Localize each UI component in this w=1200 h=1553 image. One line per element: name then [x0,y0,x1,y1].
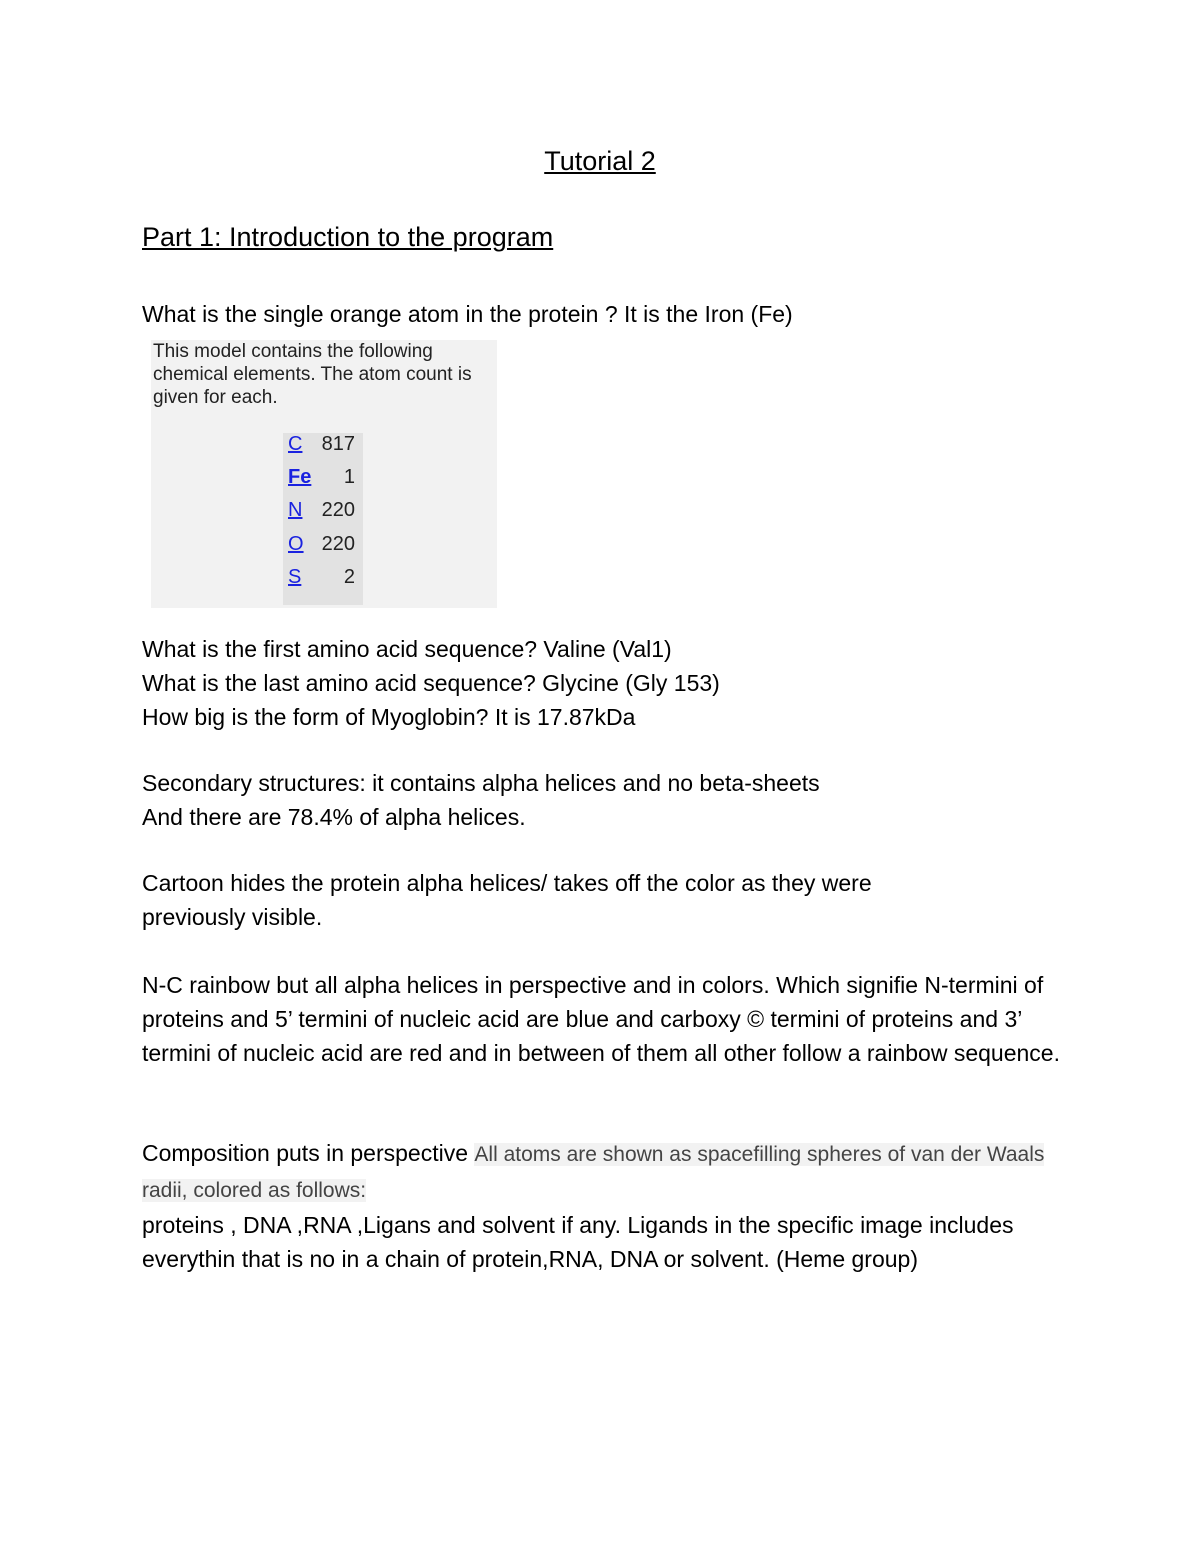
rainbow-paragraph: N-C rainbow but all alpha helices in perspective and in colors. Which signifie N-termini of proteins and 5’ termini of nucleic acid are blue and carboxy © termini of proteins and 3’ termini of nucleic acid are red and in between of them all other follow a rainbow sequence. [142,972,1060,1066]
element-link-c[interactable]: C [288,433,303,455]
composition-quote: All atoms are shown as spacefilling spheres of van der Waals radii, colored as follows: [142,1143,1045,1202]
question-first-amino: What is the first amino acid sequence? Valine (Val1) [142,636,672,662]
element-row-o [283,533,363,566]
element-count-c: 817 [321,433,355,455]
element-link-fe[interactable]: Fe [288,466,312,488]
element-row-fe [283,466,363,499]
element-row-c [283,433,363,466]
secondary-structures-line-1: Secondary structures: it contains alpha helices and no beta-sheets [142,770,820,796]
element-count-fe: 1 [343,466,355,488]
element-count-screenshot [151,340,497,608]
composition-rest: proteins , DNA ,RNA ,Ligans and solvent if any. Ligands in the specific image includes everythin that is no in a chain of protein,RNA, DNA or solvent. (Heme group) [142,1212,1014,1272]
document-title: Tutorial 2 [544,146,656,176]
element-count-s: 2 [343,566,355,588]
cartoon-paragraph: Cartoon hides the protein alpha helices/ takes off the color as they were previously visible. [142,870,872,930]
element-link-s[interactable]: S [288,566,302,588]
element-table [283,433,363,605]
element-row-s [283,566,363,599]
element-count-o: 220 [321,533,355,555]
part-heading: Part 1: Introduction to the program [142,222,554,252]
panel-intro-text: This model contains the following chemical elements. The atom count is given for each. [153,341,472,408]
secondary-structures-line-2: And there are 78.4% of alpha helices. [142,804,526,830]
question-size: How big is the form of Myoglobin? It is 17.87kDa [142,704,636,730]
composition-lead: Composition puts in perspective [142,1140,475,1166]
composition-paragraph [142,1136,1072,1276]
element-row-n [283,499,363,532]
question-last-amino: What is the last amino acid sequence? Glycine (Gly 153) [142,670,720,696]
question-orange-atom: What is the single orange atom in the protein ? It is the Iron (Fe) [142,301,793,327]
element-count-n: 220 [321,499,355,521]
element-link-n[interactable]: N [288,499,303,521]
element-link-o[interactable]: O [288,533,304,555]
